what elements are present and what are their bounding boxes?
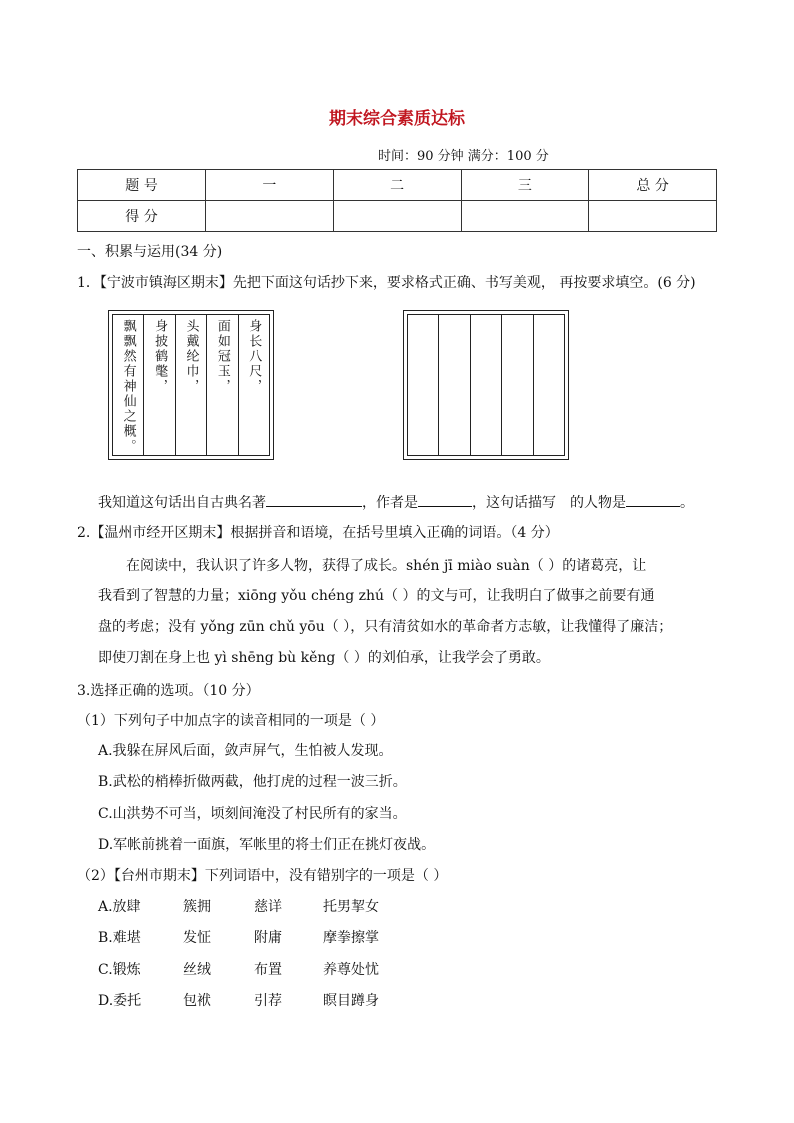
source-column: 飘飘然有神仙之概。 bbox=[120, 319, 136, 454]
q2-line: 我看到了智慧的力量；xiōng yǒu chéng zhú（ ）的文与可，让我明白了做事之前要有通 bbox=[98, 588, 655, 604]
q1-prompt: 1．【宁波市镇海区期末】先把下面这句话抄下来，要求格式正确、书写美观， 再按要求填空。(6 分) bbox=[77, 275, 696, 291]
score-cell-part2: 二 bbox=[333, 170, 461, 201]
score-input-part1[interactable] bbox=[206, 201, 334, 232]
score-cell-part3: 三 bbox=[461, 170, 589, 201]
score-cell-part1: 一 bbox=[206, 170, 334, 201]
source-column: 面如冠玉， bbox=[206, 315, 237, 455]
option-word: 布置 bbox=[254, 962, 282, 978]
q1-fill-sentence bbox=[98, 492, 694, 512]
q3-sub1-prompt: （1）下列句子中加点字的读音相同的一项是（ ） bbox=[77, 713, 385, 729]
option-word: 簇拥 bbox=[183, 899, 211, 915]
score-row-label: 得 分 bbox=[78, 201, 206, 232]
character-blank[interactable] bbox=[626, 492, 680, 507]
score-input-part3[interactable] bbox=[461, 201, 589, 232]
q2-line: 盘的考虑；没有 yǒng zūn chǔ yōu（ ），只有清贫如水的革命者方志敏，让我懂得了廉洁； bbox=[98, 619, 673, 635]
option-b[interactable]: B.武松的梢棒折做两截，他打虎的过程一波三折。 bbox=[98, 774, 407, 790]
copy-column[interactable] bbox=[533, 315, 564, 455]
source-column: 头戴纶巾， bbox=[175, 315, 206, 455]
option-word: 托男挈女 bbox=[323, 899, 379, 915]
fill-text: 我知道这句话出自古典名著 bbox=[98, 495, 266, 511]
score-table bbox=[77, 169, 717, 232]
option-word: 发怔 bbox=[183, 930, 211, 946]
option-word: 附庸 bbox=[254, 930, 282, 946]
q1-copy-grid[interactable] bbox=[403, 310, 569, 460]
score-table-score-row bbox=[78, 201, 717, 232]
source-column: 身披鹤氅， bbox=[143, 315, 174, 455]
option-word: 摩拳擦掌 bbox=[323, 930, 379, 946]
score-input-total[interactable] bbox=[589, 201, 717, 232]
option-word: C.锻炼 bbox=[98, 962, 141, 978]
q1-source-text-box bbox=[108, 310, 274, 460]
option-word: B.难堪 bbox=[98, 930, 141, 946]
q3-sub2-prompt: （2）【台州市期末】下列词语中，没有错别字的一项是（ ） bbox=[77, 868, 448, 884]
q2-prompt: 2.【温州市经开区期末】根据拼音和语境，在括号里填入正确的词语。（4 分） bbox=[77, 525, 559, 541]
fill-text: 。 bbox=[680, 495, 694, 511]
q2-line: 在阅读中，我认识了许多人物，获得了成长。shén jī miào suàn（ ）的诸葛亮，让 bbox=[126, 558, 647, 574]
option-a[interactable]: A.我躲在屏风后面，敛声屏气，生怕被人发现。 bbox=[98, 743, 393, 759]
score-cell-total: 总 分 bbox=[589, 170, 717, 201]
option-c[interactable]: C.山洪势不可当，顷刻间淹没了村民所有的家当。 bbox=[98, 806, 407, 822]
fill-text: ，这句话描写 bbox=[472, 495, 556, 511]
option-word: 引荐 bbox=[254, 993, 282, 1009]
q3-prompt: 3.选择正确的选项。（10 分） bbox=[77, 683, 260, 699]
option-word: 丝绒 bbox=[183, 962, 211, 978]
copy-column[interactable] bbox=[501, 315, 532, 455]
option-word: D.委托 bbox=[98, 993, 142, 1009]
option-word: A.放肆 bbox=[98, 899, 141, 915]
option-word: 慈详 bbox=[254, 899, 282, 915]
copy-column[interactable] bbox=[438, 315, 469, 455]
score-table-header-row bbox=[78, 170, 717, 201]
score-cell-label: 题 号 bbox=[78, 170, 206, 201]
copy-column[interactable] bbox=[470, 315, 501, 455]
option-word: 瞑目蹲身 bbox=[323, 993, 379, 1009]
q2-line: 即使刀割在身上也 yì shēng bù kěng（ ）的刘伯承，让我学会了勇敢。 bbox=[98, 650, 550, 666]
copy-column[interactable] bbox=[408, 315, 438, 455]
source-column: 身长八尺， bbox=[238, 315, 269, 455]
score-input-part2[interactable] bbox=[333, 201, 461, 232]
option-word: 包袱 bbox=[183, 993, 211, 1009]
page-title: 期末综合素质达标 bbox=[329, 109, 465, 129]
option-word: 养尊处忧 bbox=[323, 962, 379, 978]
fill-text: ，作者是 bbox=[362, 495, 418, 511]
book-title-blank[interactable] bbox=[266, 492, 362, 507]
fill-text: 的人物是 bbox=[570, 495, 626, 511]
section-heading: 一、积累与运用(34 分) bbox=[77, 244, 223, 260]
author-blank[interactable] bbox=[418, 492, 472, 507]
option-d[interactable]: D.军帐前挑着一面旗，军帐里的将士们正在挑灯夜战。 bbox=[98, 837, 436, 853]
exam-time-info: 时间：90 分钟 满分：100 分 bbox=[378, 149, 549, 164]
